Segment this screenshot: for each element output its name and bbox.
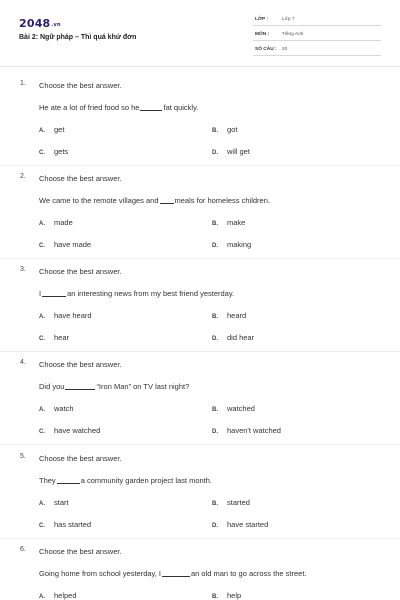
answer-option[interactable] xyxy=(212,147,250,156)
option-text: will get xyxy=(227,147,250,156)
question-number: 1. xyxy=(20,80,26,87)
question-instruction: Choose the best answer. xyxy=(39,81,122,90)
question-number: 6. xyxy=(20,546,26,553)
answer-option[interactable] xyxy=(39,147,68,156)
answer-option[interactable] xyxy=(39,520,91,529)
option-text: made xyxy=(54,218,73,227)
option-text: has started xyxy=(54,520,92,529)
option-letter: B. xyxy=(212,407,218,413)
option-letter: A. xyxy=(39,501,45,507)
question-number: 3. xyxy=(20,266,26,273)
meta-question-count: SỐ CÂU : 20 xyxy=(253,44,381,56)
answer-option[interactable] xyxy=(212,498,250,507)
answer-option[interactable] xyxy=(212,591,241,600)
option-text: have started xyxy=(227,520,269,529)
option-text: watch xyxy=(54,404,74,413)
option-letter: A. xyxy=(39,407,45,413)
question-item xyxy=(0,80,400,174)
option-text: get xyxy=(54,125,65,134)
option-letter: D. xyxy=(212,523,218,529)
meta-subject: MÔN : Tiếng Anh xyxy=(253,29,381,41)
sentence-before-blank: He ate a lot of fried food so he xyxy=(39,103,140,112)
question-divider xyxy=(0,165,400,166)
sentence-before-blank: We came to the remote villages and xyxy=(39,196,159,205)
option-letter: B. xyxy=(212,501,218,507)
answer-blank xyxy=(57,476,80,484)
question-sentence xyxy=(39,196,270,205)
option-text: haven't watched xyxy=(227,426,281,435)
question-instruction: Choose the best answer. xyxy=(39,454,122,463)
question-sentence xyxy=(39,289,234,298)
sentence-after-blank: meals for homeless children. xyxy=(174,196,270,205)
brand-logo: $2048^{.vn}$ xyxy=(19,17,61,30)
option-text: have watched xyxy=(54,426,101,435)
option-letter: B. xyxy=(212,221,218,227)
option-letter: C. xyxy=(39,243,45,249)
option-letter: D. xyxy=(212,336,218,342)
question-divider xyxy=(0,258,400,259)
answer-blank xyxy=(65,382,95,390)
option-letter: A. xyxy=(39,594,45,600)
answer-option[interactable] xyxy=(39,591,77,600)
question-number: 4. xyxy=(20,359,26,366)
meta-class: LỚP : Lớp 7 xyxy=(253,14,381,26)
answer-option[interactable] xyxy=(39,404,74,413)
question-number: 5. xyxy=(20,453,26,460)
option-text: help xyxy=(227,591,242,600)
option-letter: A. xyxy=(39,128,45,134)
answer-option[interactable] xyxy=(212,520,268,529)
answer-option[interactable] xyxy=(39,333,69,342)
question-sentence xyxy=(39,569,306,578)
option-letter: C. xyxy=(39,523,45,529)
option-text: start xyxy=(54,498,69,507)
sentence-before-blank: They xyxy=(39,476,56,485)
option-text: hear xyxy=(54,333,70,342)
answer-option[interactable] xyxy=(212,218,245,227)
question-divider xyxy=(0,444,400,445)
answer-option[interactable] xyxy=(39,240,91,249)
answer-option[interactable] xyxy=(212,125,237,134)
sentence-after-blank: an old man to go across the street. xyxy=(191,569,307,578)
sentence-after-blank: “Iron Man” on TV last night? xyxy=(96,382,190,391)
question-divider xyxy=(0,351,400,352)
option-text: started xyxy=(227,498,250,507)
option-letter: A. xyxy=(39,314,45,320)
option-letter: D. xyxy=(212,243,218,249)
option-letter: B. xyxy=(212,594,218,600)
question-instruction: Choose the best answer. xyxy=(39,174,122,183)
answer-blank xyxy=(140,103,162,111)
question-item xyxy=(0,173,400,267)
option-letter: D. xyxy=(212,150,218,156)
option-text: got xyxy=(227,125,238,134)
question-instruction: Choose the best answer. xyxy=(39,267,122,276)
header-divider xyxy=(0,66,400,67)
option-text: did hear xyxy=(227,333,255,342)
option-text: helped xyxy=(54,591,77,600)
answer-option[interactable] xyxy=(39,498,69,507)
question-sentence xyxy=(39,382,189,391)
answer-option[interactable] xyxy=(212,311,246,320)
question-number: 2. xyxy=(20,173,26,180)
answer-blank xyxy=(160,196,174,204)
answer-option[interactable] xyxy=(212,426,281,435)
option-letter: C. xyxy=(39,150,45,156)
lesson-title: Bài 2: Ngữ pháp – Thì quá khứ đơn xyxy=(19,34,137,41)
option-text: gets xyxy=(54,147,69,156)
question-divider xyxy=(0,538,400,539)
answer-blank xyxy=(162,569,190,577)
question-item xyxy=(0,359,400,453)
option-letter: B. xyxy=(212,128,218,134)
answer-option[interactable] xyxy=(39,311,92,320)
answer-option[interactable] xyxy=(212,333,254,342)
answer-blank xyxy=(42,289,66,297)
option-letter: C. xyxy=(39,336,45,342)
question-instruction: Choose the best answer. xyxy=(39,547,122,556)
option-text: have made xyxy=(54,240,92,249)
option-text: making xyxy=(227,240,252,249)
answer-option[interactable] xyxy=(39,125,64,134)
question-item xyxy=(0,453,400,547)
sentence-before-blank: Did you xyxy=(39,382,65,391)
answer-option[interactable] xyxy=(39,426,100,435)
answer-option[interactable] xyxy=(212,240,251,249)
sentence-before-blank: I xyxy=(39,289,42,298)
worksheet-header xyxy=(0,0,400,62)
option-text: watched xyxy=(227,404,255,413)
sentence-before-blank: Going home from school yesterday, I xyxy=(39,569,161,578)
question-instruction: Choose the best answer. xyxy=(39,360,122,369)
option-letter: D. xyxy=(212,429,218,435)
option-letter: A. xyxy=(39,221,45,227)
answer-option[interactable] xyxy=(39,218,73,227)
sentence-after-blank: fat quickly. xyxy=(163,103,199,112)
option-letter: B. xyxy=(212,314,218,320)
question-sentence xyxy=(39,103,198,112)
question-item xyxy=(0,546,400,600)
option-text: make xyxy=(227,218,246,227)
question-item xyxy=(0,266,400,360)
option-text: have heard xyxy=(54,311,92,320)
option-letter: C. xyxy=(39,429,45,435)
sentence-after-blank: a community garden project last month. xyxy=(80,476,212,485)
question-sentence xyxy=(39,476,212,485)
option-text: heard xyxy=(227,311,247,320)
sentence-after-blank: an interesting news from my best friend yesterday. xyxy=(67,289,235,298)
answer-option[interactable] xyxy=(212,404,255,413)
